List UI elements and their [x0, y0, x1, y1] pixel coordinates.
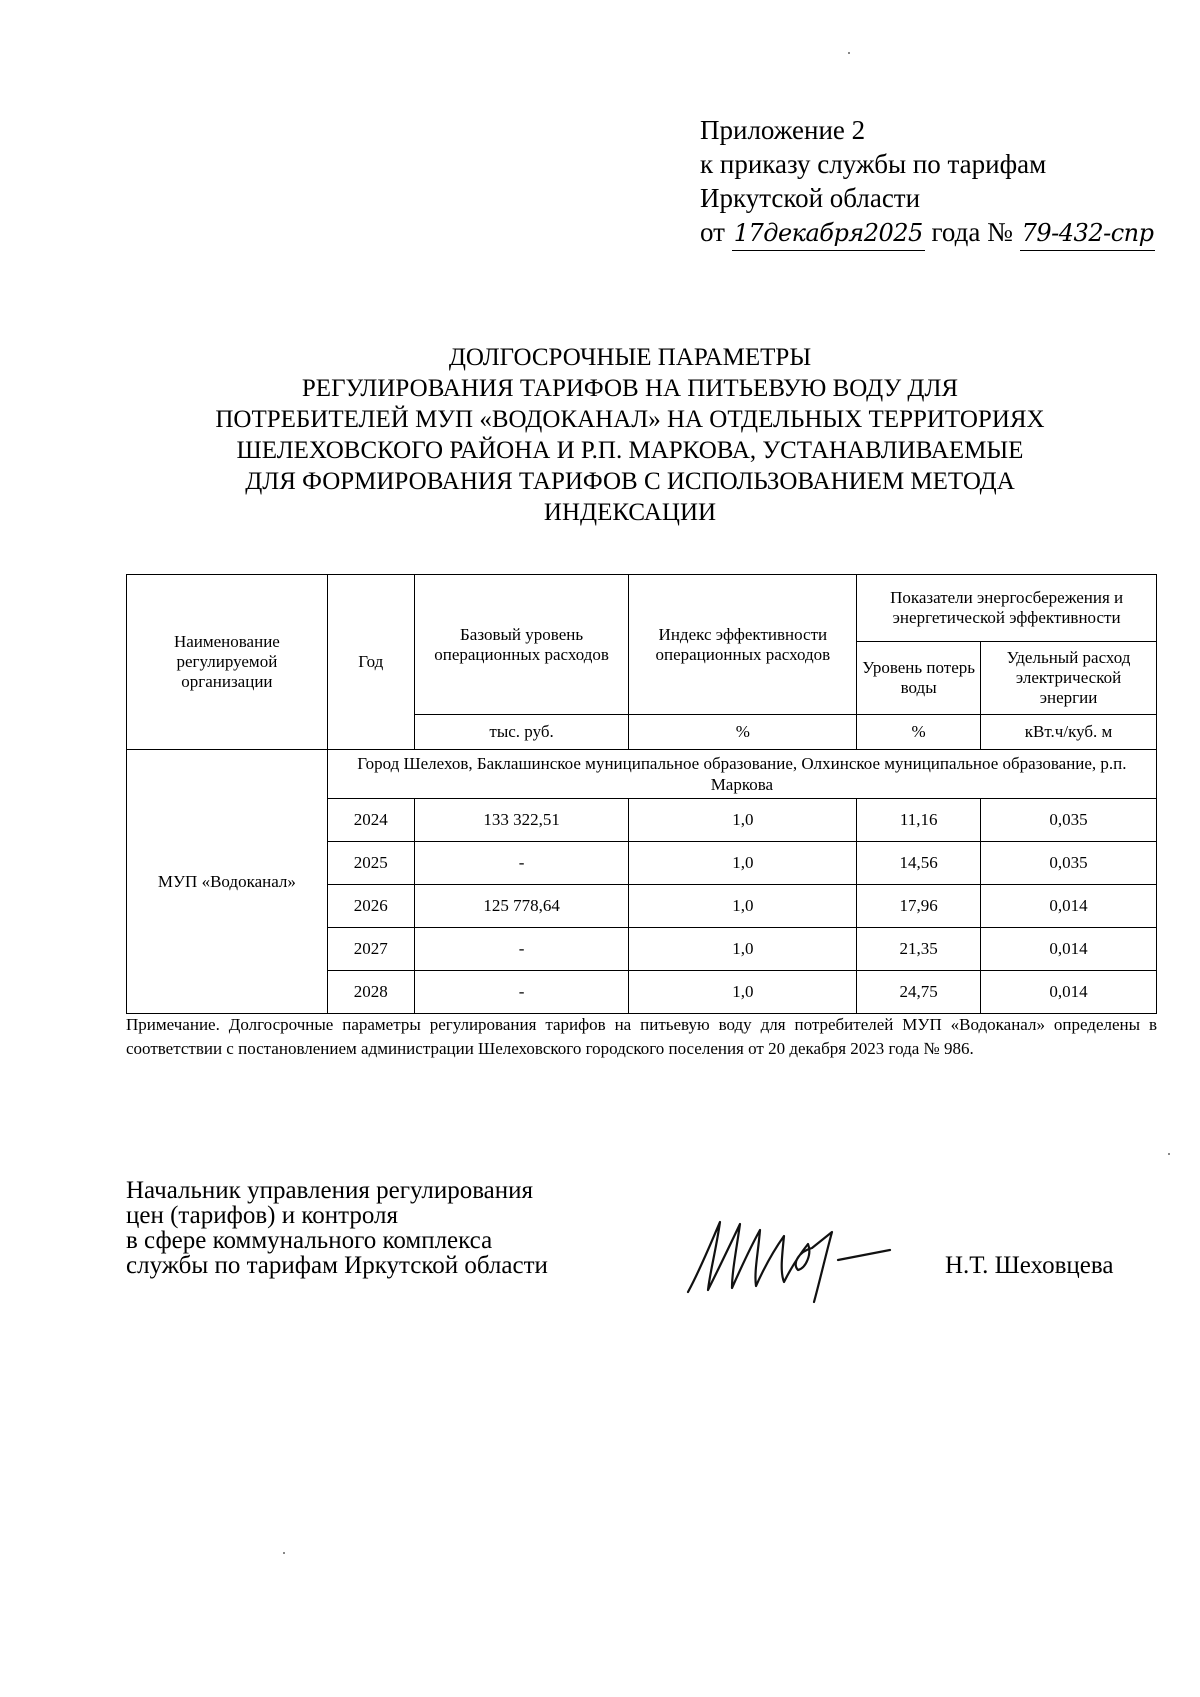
cell-efficiency-index: 1,0 [629, 885, 857, 928]
cell-specific-consumption: 0,014 [981, 971, 1157, 1014]
cell-base-level: - [414, 842, 629, 885]
handwritten-date: 17декабря2025 [732, 216, 925, 251]
signatory-position [126, 1178, 548, 1278]
cell-water-loss: 21,35 [857, 928, 981, 971]
cell-efficiency-index: 1,0 [629, 928, 857, 971]
table-header-row [127, 575, 1157, 642]
title-line: ИНДЕКСАЦИИ [543, 499, 717, 526]
unit-specific-consumption: кВт.ч/куб. м [981, 715, 1157, 750]
appendix-date-line [700, 215, 1155, 251]
territory-cell: Город Шелехов, Баклашинское муниципальное образование, Олхинское муниципальное образование, р.п. Маркова [327, 750, 1156, 799]
title-line: ДЛЯ ФОРМИРОВАНИЯ ТАРИФОВ С ИСПОЛЬЗОВАНИЕМ МЕТОДА [245, 468, 1015, 495]
cell-year: 2024 [327, 799, 414, 842]
header-org: Наименование регулируемой организации [127, 575, 328, 750]
header-year: Год [327, 575, 414, 750]
unit-water-loss: % [857, 715, 981, 750]
header-water-loss: Уровень потерь воды [857, 642, 981, 715]
header-energy-group: Показатели энергосбережения и энергетической эффективности [857, 575, 1157, 642]
cell-water-loss: 14,56 [857, 842, 981, 885]
cell-water-loss: 11,16 [857, 799, 981, 842]
scan-speck [1168, 1153, 1170, 1155]
title-line: РЕГУЛИРОВАНИЯ ТАРИФОВ НА ПИТЬЕВУЮ ВОДУ ДЛЯ [301, 375, 959, 402]
signatory-name: Н.Т. Шеховцева [945, 1252, 1114, 1279]
cell-water-loss: 17,96 [857, 885, 981, 928]
position-line: Начальник управления регулирования [126, 1177, 534, 1204]
cell-water-loss: 24,75 [857, 971, 981, 1014]
year-word: года № [931, 217, 1013, 247]
header-base-level: Базовый уровень операционных расходов [414, 575, 629, 715]
title-line: ПОТРЕБИТЕЛЕЙ МУП «ВОДОКАНАЛ» НА ОТДЕЛЬНЫХ ТЕРРИТОРИЯХ [215, 406, 1045, 433]
parameters-table [126, 574, 1157, 1014]
header-efficiency-index: Индекс эффективности операционных расходов [629, 575, 857, 715]
scan-speck [283, 1552, 285, 1554]
cell-base-level: 133 322,51 [414, 799, 629, 842]
title-line: ДОЛГОСРОЧНЫЕ ПАРАМЕТРЫ [448, 344, 812, 371]
document-title [140, 342, 1120, 528]
position-line: службы по тарифам Иркутской области [126, 1252, 548, 1279]
cell-year: 2028 [327, 971, 414, 1014]
table-note: Примечание. Долгосрочные параметры регулирования тарифов на питьевую воду для потребителей МУП «Водоканал» определены в соответствии с постановлением администрации Шелеховского городского поселения от 20 декабря 2023 года № 986. [126, 1015, 1157, 1058]
date-prefix: от [700, 217, 725, 247]
cell-specific-consumption: 0,014 [981, 928, 1157, 971]
unit-base-level: тыс. руб. [414, 715, 629, 750]
position-line: цен (тарифов) и контроля [126, 1202, 398, 1229]
appendix-header [700, 113, 1155, 251]
cell-efficiency-index: 1,0 [629, 971, 857, 1014]
organization-cell: МУП «Водоканал» [127, 750, 328, 1014]
header-specific-consumption: Удельный расход электрической энергии [981, 642, 1157, 715]
appendix-number: Приложение 2 [700, 115, 866, 145]
cell-year: 2027 [327, 928, 414, 971]
position-line: в сфере коммунального комплекса [126, 1227, 493, 1254]
territory-row [127, 750, 1157, 799]
title-line: ШЕЛЕХОВСКОГО РАЙОНА И Р.П. МАРКОВА, УСТАНАВЛИВАЕМЫЕ [236, 437, 1024, 464]
cell-base-level: - [414, 928, 629, 971]
appendix-order-ref: к приказу службы по тарифам [700, 149, 1047, 179]
handwritten-signature [680, 1210, 930, 1305]
cell-specific-consumption: 0,035 [981, 842, 1157, 885]
cell-efficiency-index: 1,0 [629, 842, 857, 885]
cell-year: 2025 [327, 842, 414, 885]
cell-year: 2026 [327, 885, 414, 928]
scan-speck [848, 52, 850, 54]
handwritten-order-number: 79-432-спр [1020, 216, 1156, 251]
cell-base-level: - [414, 971, 629, 1014]
cell-specific-consumption: 0,035 [981, 799, 1157, 842]
cell-specific-consumption: 0,014 [981, 885, 1157, 928]
unit-efficiency-index: % [629, 715, 857, 750]
cell-base-level: 125 778,64 [414, 885, 629, 928]
cell-efficiency-index: 1,0 [629, 799, 857, 842]
appendix-region: Иркутской области [700, 183, 921, 213]
